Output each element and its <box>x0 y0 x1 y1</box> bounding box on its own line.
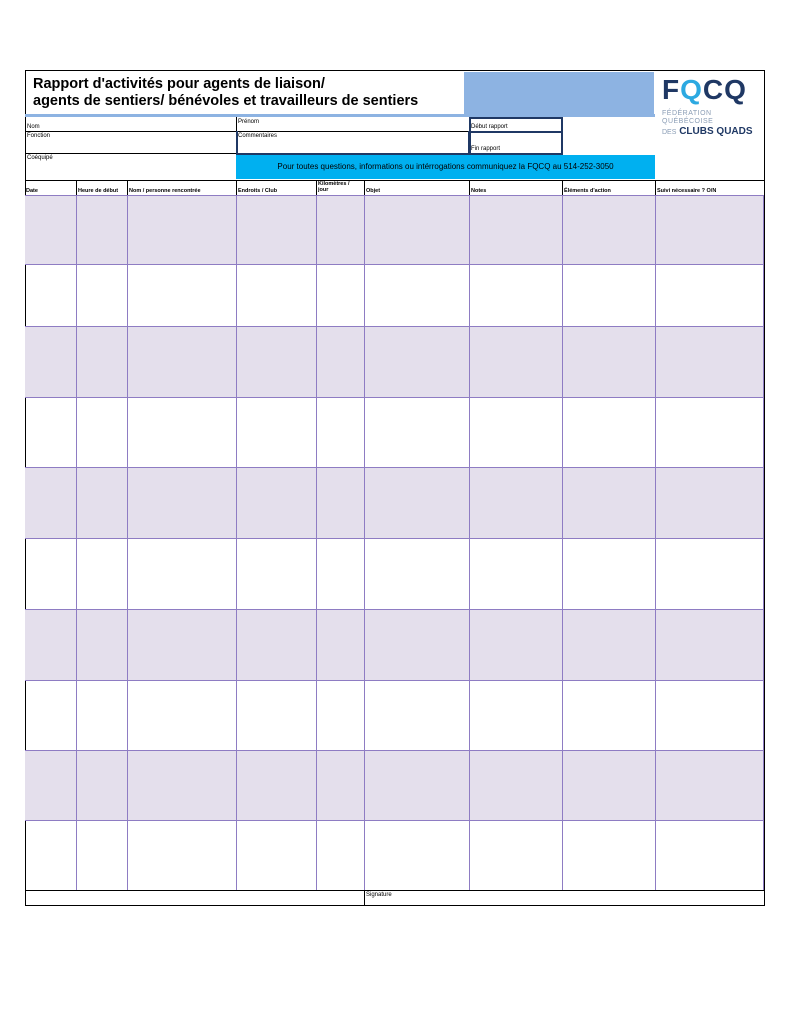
table-row[interactable] <box>25 196 764 264</box>
col-header-km-line-1: Kilomètres / <box>318 181 350 187</box>
row-divider <box>25 195 764 196</box>
row-divider <box>25 397 764 398</box>
title-box <box>27 72 464 114</box>
column-divider <box>469 195 470 891</box>
table-row[interactable] <box>25 467 764 538</box>
logo-clubs-quads: DES CLUBS QUADS <box>662 126 753 137</box>
column-divider <box>364 195 365 891</box>
table-row[interactable] <box>25 680 764 750</box>
commentaires-label: Commentaires <box>238 133 278 139</box>
row-divider <box>25 326 764 327</box>
table-row[interactable] <box>25 264 764 326</box>
column-divider <box>236 195 237 891</box>
table-row[interactable] <box>25 538 764 609</box>
debut-rapport-label: Début rapport <box>471 124 508 130</box>
header-divider <box>127 180 128 195</box>
report-title-line-1: Rapport d'activités pour agents de liaison/ <box>33 76 325 92</box>
table-row[interactable] <box>25 609 764 680</box>
col-header-km-line-2: jour <box>318 187 329 193</box>
fqcq-logo <box>662 76 758 136</box>
col-header-nom-personne: Nom / personne rencontrée <box>129 188 201 194</box>
fonction-label: Fonction <box>27 133 51 139</box>
row-divider <box>25 820 764 821</box>
header-divider <box>562 180 563 195</box>
nom-label: Nom <box>27 124 40 130</box>
signature-label: Signature <box>366 892 392 898</box>
row-divider <box>25 750 764 751</box>
column-divider <box>562 195 563 891</box>
col-header-elements: Éléments d'action <box>564 188 611 194</box>
commentaires-field[interactable] <box>236 131 470 155</box>
header-divider <box>236 180 237 195</box>
header-divider <box>655 180 656 195</box>
col-header-suivi: Suivi nécessaire ? O/N <box>657 188 717 194</box>
table-row[interactable] <box>25 326 764 397</box>
row-divider <box>25 609 764 610</box>
signature-field[interactable] <box>366 891 762 904</box>
table-row[interactable] <box>25 820 764 890</box>
col-header-heure: Heure de début <box>78 188 119 194</box>
table-row[interactable] <box>25 397 764 467</box>
row-divider <box>25 538 764 539</box>
report-title <box>27 72 464 110</box>
header-divider <box>469 180 470 195</box>
coequipe-label: Coéquipé <box>27 155 53 161</box>
column-divider <box>76 195 77 891</box>
field-divider <box>25 131 236 132</box>
signature-divider <box>364 890 365 905</box>
title-accent-bar <box>464 72 654 114</box>
info-banner: Pour toutes questions, informations ou intérrogations communiquez la FQCQ au 514-252-3050 <box>236 155 655 179</box>
column-divider <box>316 195 317 891</box>
fin-rapport-label: Fin rapport <box>471 146 501 152</box>
row-divider <box>25 264 764 265</box>
col-header-endroits: Endroits / Club <box>238 188 278 194</box>
col-header-km <box>318 181 349 193</box>
column-divider <box>763 195 764 891</box>
logo-subtitle: FÉDÉRATION QUÉBÉCOISE <box>662 110 714 125</box>
header-divider <box>76 180 77 195</box>
col-header-date: Date <box>26 188 38 194</box>
row-divider <box>25 680 764 681</box>
col-header-notes: Notes <box>471 188 487 194</box>
table-row[interactable] <box>25 750 764 820</box>
header-top-line <box>25 180 764 181</box>
column-divider <box>655 195 656 891</box>
column-divider <box>127 195 128 891</box>
nom-field[interactable] <box>27 124 232 131</box>
row-divider <box>25 467 764 468</box>
report-title-line-2: agents de sentiers/ bénévoles et travailleurs de sentiers <box>33 93 419 109</box>
logo-wordmark: FQCQ <box>662 74 747 105</box>
header-divider <box>364 180 365 195</box>
field-divider <box>25 153 236 154</box>
col-header-objet: Objet <box>366 188 381 194</box>
header-divider <box>316 180 317 195</box>
prenom-label: Prénom <box>238 119 260 125</box>
